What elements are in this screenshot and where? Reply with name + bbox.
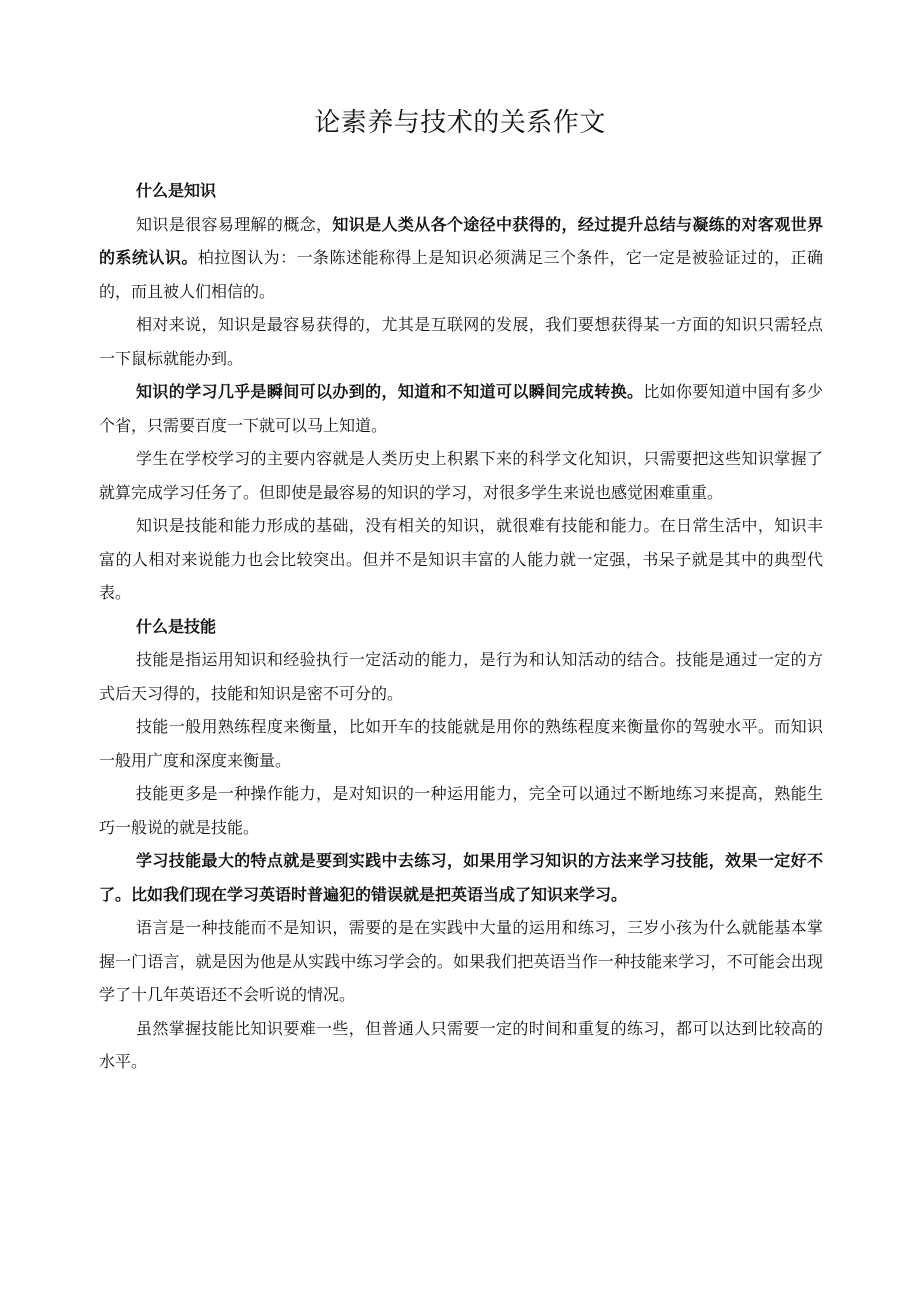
text-segment: 知识是很容易理解的概念，	[136, 214, 333, 234]
section-heading-skill	[99, 610, 823, 644]
text-segment: 比如你要知道中国有多少个省，只需要百度一下就可以马上知道。	[99, 382, 823, 435]
paragraph	[99, 643, 823, 710]
text-segment: 学生在学校学习的主要内容就是人类历史上积累下来的科学文化知识，只需要把这些知识掌握了就算完成学习任务了。但即使是最容易的知识的学习，对很多学生来说也感觉困难重重。	[99, 449, 823, 502]
text-segment: 虽然掌握技能比知识要难一些，但普通人只需要一定的时间和重复的练习，都可以达到比较高的水平。	[99, 1018, 823, 1071]
text-segment: 语言是一种技能而不是知识，需要的是在实践中大量的运用和练习，三岁小孩为什么就能基本掌握一门语言，就是因为他是从实践中练习学会的。如果我们把英语当作一种技能来学习，不可能会出现学了十几年英语还不会听说的情况。	[99, 918, 823, 1004]
bold-text-segment: 学习技能最大的特点就是要到实践中去练习，如果用学习知识的方法来学习技能，效果一定好不了。比如我们现在学习英语时普遍犯的错误就是把英语当成了知识来学习。	[99, 851, 823, 904]
text-segment: 知识是技能和能力形成的基础，没有相关的知识，就很难有技能和能力。在日常生活中，知识丰富的人相对来说能力也会比较突出。但并不是知识丰富的人能力就一定强，书呆子就是其中的典型代表。	[99, 516, 823, 602]
text-segment: 柏拉图认为：一条陈述能称得上是知识必须满足三个条件，它一定是被验证过的，正确的，而且被人们相信的。	[99, 248, 823, 301]
paragraph	[99, 844, 823, 911]
paragraph	[99, 777, 823, 844]
paragraph	[99, 911, 823, 1012]
section-heading-knowledge	[99, 174, 823, 208]
paragraph	[99, 509, 823, 610]
paragraph	[99, 308, 823, 375]
text-segment: 相对来说，知识是最容易获得的，尤其是互联网的发展，我们要想获得某一方面的知识只需轻点一下鼠标就能办到。	[99, 315, 823, 368]
document-body	[99, 174, 823, 1079]
bold-text-segment: 知识的学习几乎是瞬间可以办到的，知道和不知道可以瞬间完成转换。	[136, 382, 644, 401]
bold-text-segment: 知识是人类从各个途径中获得的，经过提升总结与凝练的对客观世界的系统认识。	[99, 214, 823, 267]
heading-text: 什么是技能	[136, 616, 217, 636]
document-title: 论素养与技术的关系作文	[314, 108, 606, 138]
paragraph	[99, 442, 823, 509]
paragraph	[99, 710, 823, 777]
paragraph	[99, 1012, 823, 1079]
paragraph	[99, 208, 823, 309]
text-segment: 技能一般用熟练程度来衡量，比如开车的技能就是用你的熟练程度来衡量你的驾驶水平。而知识一般用广度和深度来衡量。	[99, 717, 823, 770]
heading-text: 什么是知识	[136, 181, 217, 200]
text-segment: 技能更多是一种操作能力，是对知识的一种运用能力，完全可以通过不断地练习来提高，熟能生巧一般说的就是技能。	[99, 784, 823, 837]
text-segment: 技能是指运用知识和经验执行一定活动的能力，是行为和认知活动的结合。技能是通过一定的方式后天习得的，技能和知识是密不可分的。	[99, 650, 823, 703]
paragraph	[99, 375, 823, 442]
